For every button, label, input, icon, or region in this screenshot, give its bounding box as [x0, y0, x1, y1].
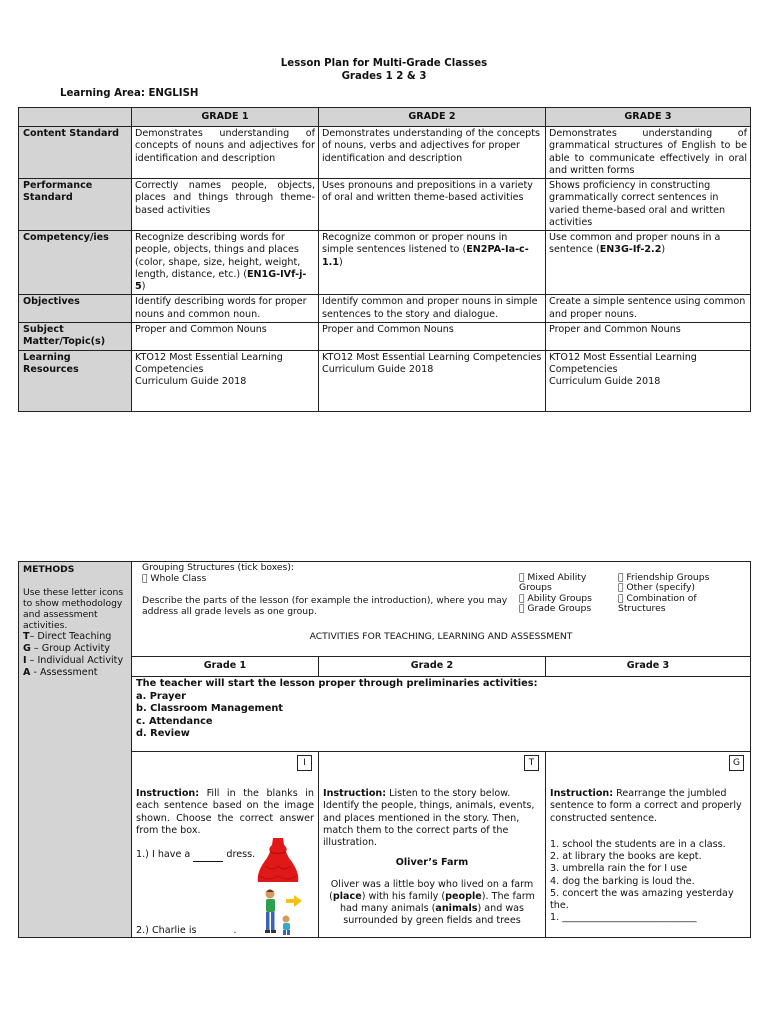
grade3-instruction [550, 788, 746, 825]
cell-subject-matter-g1: Proper and Common Nouns [132, 322, 319, 350]
answer-line[interactable]: 1. ____________________________ [550, 912, 697, 924]
resource-line-2: Curriculum Guide 2018 [549, 376, 661, 388]
row-label-performance-standard: Performance Standard [19, 179, 132, 231]
preliminaries-intro: The teacher will start the lesson proper through preliminaries activities: [136, 678, 538, 689]
header-corner [19, 108, 132, 127]
grouping-structures-cell [132, 562, 751, 657]
methods-key [23, 631, 127, 679]
resource-line-1: KTO12 Most Essential Learning Competencies [549, 351, 697, 375]
cell-performance-standard-g2: Uses pronouns and prepositions in a variety of oral and written theme-based activities [319, 179, 546, 231]
instruction-label: Instruction: [550, 788, 614, 799]
cell-resources-g1 [132, 350, 319, 411]
jumbled-sentences [550, 839, 746, 925]
competency-code-g2: EN2PA-Ia-c-1.1 [322, 244, 529, 268]
competency-code-g1: EN1G-IVf-j-5 [135, 268, 307, 293]
methods-table [18, 561, 751, 938]
table-row [19, 127, 751, 179]
list-item: 4. dog the barking is loud the. [550, 875, 695, 887]
preliminaries-cell [132, 677, 751, 752]
method-icon-individual: I [297, 755, 312, 771]
grouping-description: Describe the parts of the lesson (for example the introduction), where you may address all grade levels as one group. [142, 595, 508, 618]
cell-performance-standard-g1: Correctly names people, objects, places and things through theme-based activities [132, 179, 319, 231]
header-grade-2: Grade 2 [319, 657, 546, 677]
cell-resources-g3 [546, 350, 751, 411]
cell-content-standard-g1: Demonstrates understanding of concepts of nouns and adjectives for identification and description [132, 127, 319, 179]
list-item: 3. umbrella rain the for I use [550, 863, 688, 875]
competency-text-g2: Recognize common or proper nouns in simple sentences listened to ( [322, 232, 508, 256]
method-icon-direct-teaching: T [524, 755, 539, 771]
methods-description: Use these letter icons to show methodology and assessment activities. [23, 587, 124, 632]
competency-code-g3: EN3G-If-2.2 [599, 244, 662, 256]
red-dress-icon [256, 836, 300, 884]
checkbox-other[interactable]: Other (specify) [618, 582, 687, 594]
competency-text-g1: Recognize describing words for people, objects, things and places (color, shape, size, height, weight, length, distance, etc.) ( [135, 232, 301, 280]
competency-text-g3: Use common and proper nouns in a sentence ( [549, 232, 721, 256]
prelim-item-attendance: c. Attendance [136, 715, 213, 727]
list-item: 5. concert the was amazing yesterday the. [550, 887, 734, 912]
row-label-competencies: Competency/ies [19, 231, 132, 295]
document-title: Lesson Plan for Multi-Grade Classes [280, 58, 488, 69]
learning-area: Learning Area: ENGLISH [60, 88, 199, 99]
competency-close-g1: ) [141, 281, 146, 293]
cell-competencies-g1 [132, 231, 319, 295]
document-header [0, 58, 768, 84]
key-individual-activity: I – Individual Activity [23, 655, 124, 667]
instruction-label: Instruction: [136, 788, 200, 799]
children-arrow-icon [260, 888, 304, 936]
checkbox-whole-class[interactable]: Whole Class [142, 573, 198, 584]
question-2: 2.) Charlie is . [136, 925, 237, 937]
header-grade-1: Grade 1 [132, 657, 319, 677]
table-header-row [19, 108, 751, 127]
column-grade-3: GRADE 3 [546, 108, 751, 127]
methods-sidebar [19, 562, 132, 938]
method-icon-group-activity: G [729, 755, 744, 771]
checkbox-combination[interactable]: Combination of Structures [618, 592, 689, 614]
answer-blank[interactable] [193, 849, 223, 862]
key-group-activity: G – Group Activity [23, 643, 110, 655]
story-title: Oliver’s Farm [395, 857, 469, 869]
cell-content-standard-g3: Demonstrates understanding of grammatical structures of English to be able to communicate effectively in oral and written forms [546, 127, 751, 179]
checkbox-mixed-ability[interactable]: Mixed Ability Groups [519, 572, 614, 583]
checkbox-friendship-groups[interactable]: Friendship Groups [618, 572, 701, 583]
cell-subject-matter-g2: Proper and Common Nouns [319, 322, 546, 350]
methods-title: METHODS [23, 564, 75, 575]
answer-blank[interactable] [200, 925, 234, 937]
cell-subject-matter-g3: Proper and Common Nouns [546, 322, 751, 350]
checkbox-ability-groups[interactable]: Ability Groups [519, 582, 584, 594]
header-grade-3: Grade 3 [546, 657, 751, 677]
prelim-item-classroom-management: b. Classroom Management [136, 703, 283, 715]
document-grades: Grades 1 2 & 3 [341, 70, 427, 82]
prelim-item-review: d. Review [136, 728, 190, 740]
resource-line-1: KTO12 Most Essential Learning Competencies [322, 351, 542, 363]
grouping-title: Grouping Structures (tick boxes): [142, 562, 295, 573]
competency-close-g2: ) [339, 256, 343, 268]
column-grade-1: GRADE 1 [132, 108, 319, 127]
column-grade-2: GRADE 2 [319, 108, 546, 127]
question-1: 1.) I have a dress. [136, 849, 314, 862]
resource-line-2: Curriculum Guide 2018 [135, 376, 247, 388]
cell-resources-g2 [319, 350, 546, 411]
resource-line-2: Curriculum Guide 2018 [322, 363, 434, 375]
row-label-objectives: Objectives [19, 295, 132, 323]
table-row [19, 350, 751, 411]
list-item: 1. school the students are in a class. [550, 838, 726, 850]
key-direct-teaching: T– Direct Teaching [23, 631, 112, 643]
instruction-text: Listen to the story below. Identify the people, things, animals, events, and places mentioned in the story. Then, match them to the correct parts of the illustration. [323, 788, 535, 849]
activities-heading: ACTIVITIES FOR TEACHING, LEARNING AND ASSESSMENT [309, 631, 573, 642]
grouping-row [19, 562, 751, 657]
row-label-content-standard: Content Standard [19, 127, 132, 179]
cell-objectives-g2: Identify common and proper nouns in simple sentences to the story and dialogue. [319, 295, 546, 323]
cell-objectives-g3: Create a simple sentence using common and proper nouns. [546, 295, 751, 323]
activity-grade-1 [132, 752, 319, 938]
key-assessment: A - Assessment [23, 667, 98, 679]
cell-objectives-g1: Identify describing words for proper nouns and common noun. [132, 295, 319, 323]
instruction-text: Fill in the blanks in each sentence based on the image shown. Choose the correct answer from the box. [136, 788, 314, 836]
instruction-text: Rearrange the jumbled sentence to form a correct and properly constructed sentence. [550, 788, 742, 824]
lesson-plan-table [18, 107, 751, 412]
table-row [19, 231, 751, 295]
row-label-learning-resources: Learning Resources [19, 350, 132, 411]
cell-competencies-g3 [546, 231, 751, 295]
grouping-options-middle [519, 573, 617, 614]
instruction-label: Instruction: [323, 788, 387, 799]
activity-grade-2 [319, 752, 546, 938]
row-label-subject-matter: Subject Matter/Topic(s) [19, 322, 132, 350]
grade2-instruction [323, 788, 541, 849]
activity-grade-3 [546, 752, 751, 938]
story-text: Oliver was a little boy who lived on a farm (place) with his family (people). The farm had many animals (animals) and was surrounded by green fields and trees [329, 878, 535, 927]
cell-performance-standard-g3: Shows proficiency in constructing grammatically correct sentences in varied theme-based oral and written activities [546, 179, 751, 231]
competency-close-g3: ) [661, 244, 666, 256]
cell-competencies-g2 [319, 231, 546, 295]
grouping-options-right [618, 573, 738, 614]
prelim-item-prayer: a. Prayer [136, 690, 186, 702]
cell-content-standard-g2: Demonstrates understanding of the concepts of nouns, verbs and adjectives for proper identification and description [319, 127, 546, 179]
checkbox-grade-groups[interactable]: Grade Groups [519, 592, 583, 604]
table-row [19, 322, 751, 350]
table-row [19, 179, 751, 231]
resource-line-1: KTO12 Most Essential Learning Competencies [135, 351, 283, 375]
grade1-instruction [136, 788, 314, 837]
list-item: 2. at library the books are kept. [550, 851, 702, 863]
table-row [19, 295, 751, 323]
